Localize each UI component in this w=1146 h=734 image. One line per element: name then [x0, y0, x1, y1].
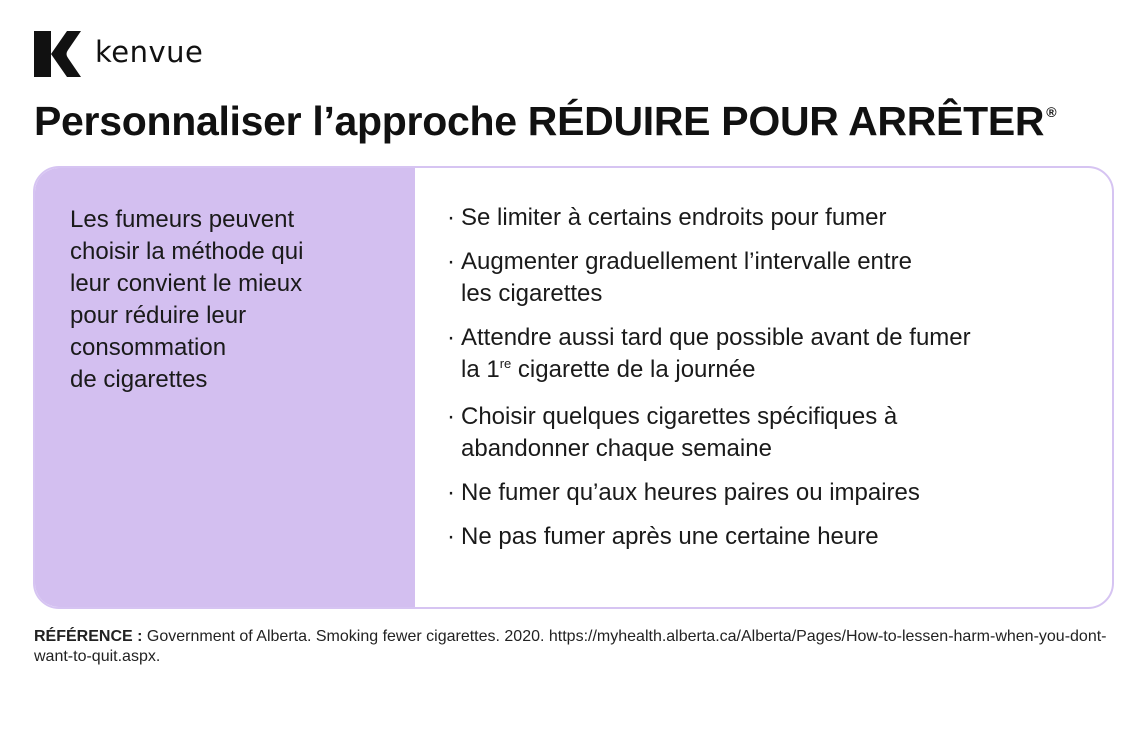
list-item — [447, 202, 1082, 234]
list-item-text — [461, 354, 1082, 389]
methods-panel — [415, 168, 1112, 607]
list-item-text: abandonner chaque semaine — [461, 435, 772, 462]
brand-header — [34, 31, 203, 77]
intro-line: de cigarettes — [70, 366, 208, 393]
intro-line: Les fumeurs peuvent — [70, 206, 295, 233]
ordinal-suffix: re — [499, 356, 512, 371]
methods-list — [447, 202, 1082, 553]
list-item — [447, 401, 1082, 465]
list-item — [447, 246, 1082, 310]
brand-name: kenvue — [95, 34, 204, 69]
content-card — [33, 166, 1114, 609]
list-item-text: · Se limiter à certains endroits pour fumer — [461, 204, 887, 231]
list-item — [447, 477, 1082, 509]
ordinal-number: la 1 — [461, 356, 500, 383]
list-item-text-continued: cigarette de la journée — [511, 356, 756, 383]
list-item — [447, 521, 1082, 553]
page-title-text: Personnaliser l’approche RÉDUIRE POUR ARRÊTER — [34, 98, 1045, 144]
kenvue-k-logo-icon — [34, 31, 82, 77]
intro-line: leur convient le mieux — [70, 270, 303, 297]
intro-line: pour réduire leur — [70, 302, 247, 329]
intro-line: choisir la méthode qui — [70, 238, 304, 265]
list-item-text: · Ne fumer qu’aux heures paires ou impaires — [461, 479, 920, 506]
list-item-text: · Augmenter graduellement l’intervalle entre — [461, 248, 912, 275]
reference-note — [34, 627, 1114, 667]
list-item-text: · Attendre aussi tard que possible avant de fumer — [461, 324, 971, 351]
reference-label: RÉFÉRENCE : — [34, 628, 143, 645]
list-item-text: · Choisir quelques cigarettes spécifiques à — [461, 403, 898, 430]
intro-line: consommation — [70, 334, 227, 361]
list-item-text: · Ne pas fumer après une certaine heure — [461, 523, 879, 550]
page-title — [34, 98, 1056, 145]
registered-mark: ® — [1046, 104, 1057, 120]
intro-text — [70, 204, 385, 396]
list-item — [447, 322, 1082, 389]
reference-text: Government of Alberta. Smoking fewer cigarettes. 2020. https://myhealth.alberta.ca/Alberta/Pages/How-to-lessen-harm-when-you-dont-want-to-quit.aspx. — [34, 628, 1107, 665]
intro-panel — [35, 168, 415, 607]
list-item-text: les cigarettes — [461, 280, 603, 307]
